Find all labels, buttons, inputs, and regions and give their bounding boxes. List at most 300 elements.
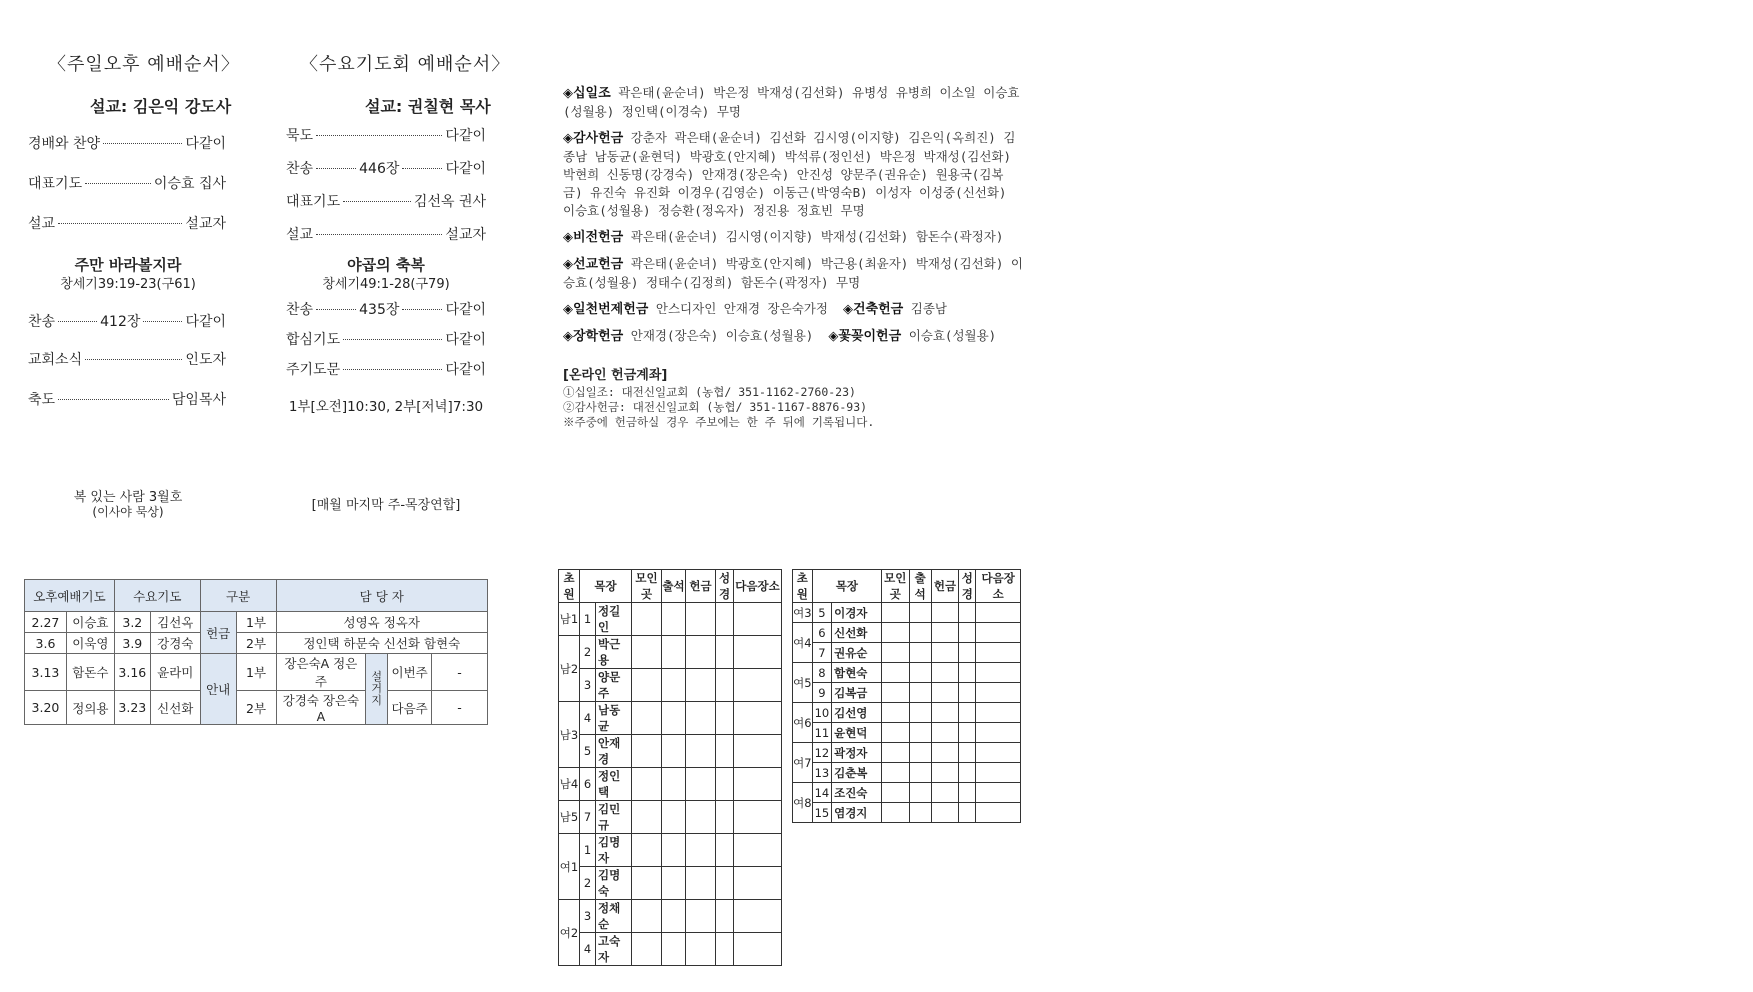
attendance-blank-cell[interactable] <box>686 702 716 735</box>
duty-header: 담 당 자 <box>276 580 487 612</box>
sunday-scripture: 창세기39:19-23(구61) <box>60 277 196 292</box>
order-item-label: 경배와 찬양 <box>28 136 101 152</box>
attendance-blank-cell[interactable] <box>882 703 909 723</box>
dot-leader <box>343 369 442 370</box>
sunday-sermon-title: 주만 바라볼지라 <box>74 256 182 274</box>
order-item-label: 찬송 <box>286 161 314 177</box>
duty-cell: 장은숙A 정은주 <box>276 654 366 691</box>
order-item <box>286 125 486 145</box>
attendance-row <box>793 703 1021 723</box>
order-item-leader: 다같이 <box>445 128 486 144</box>
attendance-blank-cell[interactable] <box>931 723 958 743</box>
attendance-leader: 양문주 <box>596 669 632 702</box>
order-item-hymn: 435장 <box>359 302 400 318</box>
online-account-section <box>563 364 1023 430</box>
attendance-group: 남5 <box>559 801 580 834</box>
attendance-leader: 정인택 <box>596 768 632 801</box>
attendance-row <box>559 702 782 735</box>
order-item-label: 설교 <box>286 227 314 243</box>
duty-cell: 강경숙 장은숙A <box>276 691 366 725</box>
attendance-blank-cell[interactable] <box>662 801 686 834</box>
attendance-blank-cell[interactable] <box>931 783 958 803</box>
attendance-blank-cell[interactable] <box>959 703 976 723</box>
attendance-number: 6 <box>812 623 831 643</box>
attendance-blank-cell[interactable] <box>716 735 734 768</box>
order-item-leader: 다같이 <box>445 161 487 177</box>
attendance-blank-cell[interactable] <box>959 743 976 763</box>
attendance-blank-cell[interactable] <box>882 643 909 663</box>
attendance-table-right <box>792 569 1021 823</box>
offering-label: ◈일천번제헌금 <box>563 302 649 317</box>
attendance-header: 초원 <box>559 570 580 603</box>
wednesday-service-title: 〈수요기도회 예배순서〉 <box>300 54 511 75</box>
attendance-blank-cell[interactable] <box>976 623 1021 643</box>
attendance-blank-cell[interactable] <box>686 669 716 702</box>
attendance-table-left <box>558 569 782 966</box>
duty-category: 안내 <box>200 654 236 725</box>
duty-cell: 정인택 하문숙 신선화 함현숙 <box>276 633 487 654</box>
attendance-blank-cell[interactable] <box>734 702 782 735</box>
attendance-blank-cell[interactable] <box>959 603 976 623</box>
duty-cell: 1부 <box>236 612 276 633</box>
attendance-blank-cell[interactable] <box>662 900 686 933</box>
attendance-blank-cell[interactable] <box>716 933 734 966</box>
attendance-row <box>793 603 1021 623</box>
order-item-leader: 담임목사 <box>171 392 226 408</box>
attendance-blank-cell[interactable] <box>959 683 976 703</box>
attendance-blank-cell[interactable] <box>931 703 958 723</box>
attendance-blank-cell[interactable] <box>976 743 1021 763</box>
order-item-hymn: 446장 <box>359 161 400 177</box>
attendance-blank-cell[interactable] <box>686 801 716 834</box>
offering-entry <box>563 129 1023 220</box>
attendance-row <box>793 683 1021 703</box>
attendance-blank-cell[interactable] <box>909 643 931 663</box>
order-item-label: 설교 <box>28 216 56 232</box>
attendance-header: 다음장소 <box>976 570 1021 603</box>
online-account-title: [온라인 헌금계좌] <box>563 368 668 383</box>
attendance-number: 6 <box>580 768 596 801</box>
attendance-blank-cell[interactable] <box>976 683 1021 703</box>
sunday-footer-sub: (이사야 묵상) <box>92 505 164 519</box>
offering-list <box>563 84 1023 346</box>
attendance-blank-cell[interactable] <box>734 603 782 636</box>
attendance-row <box>559 900 782 933</box>
attendance-blank-cell[interactable] <box>734 801 782 834</box>
attendance-header: 출석 <box>662 570 686 603</box>
attendance-leader: 정길인 <box>596 603 632 636</box>
attendance-blank-cell[interactable] <box>909 663 931 683</box>
order-item-label: 찬송 <box>286 302 314 318</box>
order-item-label: 합심기도 <box>286 332 341 348</box>
attendance-blank-cell[interactable] <box>976 703 1021 723</box>
attendance-number: 11 <box>812 723 831 743</box>
duty-cell: 3.6 <box>25 633 67 654</box>
attendance-blank-cell[interactable] <box>686 933 716 966</box>
order-item-label: 대표기도 <box>28 176 83 192</box>
duty-cell: 2.27 <box>25 612 67 633</box>
attendance-blank-cell[interactable] <box>909 683 931 703</box>
dot-leader <box>85 183 151 184</box>
attendance-number: 9 <box>812 683 831 703</box>
attendance-header: 출석 <box>909 570 931 603</box>
offering-names: 강춘자 곽은태(윤순녀) 김선화 김시영(이지향) 김은익(옥희진) 김종남 남동균(윤현덕) 박광호(안지혜) 박석류(정인선) 박은정 박재성(김선화) 박현희 신동명(강경숙) 안재경(장은숙) 안진성 양문주(권유순) 원용국(김복금) 유진숙 유진화 이경우(김영순) 이동근(박영숙B) 이성자 이성중(신선화) 이승효(성월용) 정승환(정옥자) 정진용 정효빈 무명 <box>563 130 1016 218</box>
attendance-leader: 김명숙 <box>596 867 632 900</box>
attendance-blank-cell[interactable] <box>686 867 716 900</box>
attendance-blank-cell[interactable] <box>716 603 734 636</box>
attendance-blank-cell[interactable] <box>931 683 958 703</box>
dot-leader <box>316 135 442 136</box>
attendance-number: 3 <box>580 669 596 702</box>
attendance-blank-cell[interactable] <box>716 834 734 867</box>
attendance-blank-cell[interactable] <box>662 669 686 702</box>
attendance-blank-cell[interactable] <box>632 933 662 966</box>
attendance-blank-cell[interactable] <box>976 603 1021 623</box>
order-item-leader: 다같이 <box>445 362 486 378</box>
duty-cell: - <box>432 691 488 725</box>
offering-entry <box>563 228 1023 247</box>
order-item <box>286 158 486 178</box>
attendance-blank-cell[interactable] <box>976 803 1021 823</box>
attendance-blank-cell[interactable] <box>931 623 958 643</box>
offering-names: 김종남 <box>910 301 947 316</box>
attendance-blank-cell[interactable] <box>734 636 782 669</box>
offering-names: 곽은태(윤순녀) 박은정 박재성(김선화) 유병성 유병희 이소일 이승효(성월용) 정인택(이경숙) 무명 <box>563 85 1020 119</box>
duty-cell: 2부 <box>236 633 276 654</box>
duty-cell: 강경숙 <box>150 633 200 654</box>
attendance-blank-cell[interactable] <box>662 933 686 966</box>
order-item <box>28 389 226 409</box>
attendance-blank-cell[interactable] <box>734 669 782 702</box>
attendance-blank-cell[interactable] <box>976 643 1021 663</box>
attendance-blank-cell[interactable] <box>931 603 958 623</box>
attendance-group: 여1 <box>559 834 580 900</box>
offering-names: 안스디자인 안재경 장은숙가정 <box>655 301 828 316</box>
dot-leader <box>316 309 356 310</box>
attendance-row <box>793 803 1021 823</box>
attendance-blank-cell[interactable] <box>959 803 976 823</box>
order-item <box>286 224 486 244</box>
duty-cell: 신선화 <box>150 691 200 725</box>
attendance-number: 12 <box>812 743 831 763</box>
offering-entry <box>563 255 1023 292</box>
attendance-blank-cell[interactable] <box>716 702 734 735</box>
attendance-blank-cell[interactable] <box>632 768 662 801</box>
attendance-leader: 김춘복 <box>832 763 882 783</box>
attendance-blank-cell[interactable] <box>686 768 716 801</box>
order-item <box>28 213 226 233</box>
online-account-line: ①십일조: 대전신일교회 (농협/ 351-1162-2760-23) <box>563 385 856 399</box>
attendance-number: 4 <box>580 933 596 966</box>
offering-names: 안재경(장은숙) 이승효(성월용) <box>630 328 814 343</box>
attendance-blank-cell[interactable] <box>931 763 958 783</box>
attendance-blank-cell[interactable] <box>632 834 662 867</box>
duty-cell: 이욱영 <box>66 633 114 654</box>
attendance-header: 헌금 <box>686 570 716 603</box>
offering-label: ◈건축헌금 <box>842 302 904 317</box>
order-item-label: 묵도 <box>286 128 314 144</box>
attendance-blank-cell[interactable] <box>959 763 976 783</box>
attendance-blank-cell[interactable] <box>959 663 976 683</box>
duty-cell: 함돈수 <box>66 654 114 691</box>
duty-header: 수요기도 <box>114 580 200 612</box>
wednesday-footer: [매월 마지막 주-목장연합] <box>311 498 461 513</box>
wednesday-scripture: 창세기49:1-28(구79) <box>322 277 450 292</box>
duty-cell: 3.13 <box>25 654 67 691</box>
duty-cell: 3.23 <box>114 691 150 725</box>
attendance-blank-cell[interactable] <box>716 801 734 834</box>
attendance-group: 남3 <box>559 702 580 768</box>
attendance-blank-cell[interactable] <box>931 743 958 763</box>
order-item-leader: 다같이 <box>445 302 487 318</box>
wednesday-sermon-title: 야곱의 축복 <box>347 256 425 274</box>
attendance-header: 모인곳 <box>882 570 909 603</box>
wednesday-preacher: 설교: 권칠현 목사 <box>365 97 491 116</box>
attendance-blank-cell[interactable] <box>734 768 782 801</box>
attendance-blank-cell[interactable] <box>662 636 686 669</box>
attendance-number: 4 <box>580 702 596 735</box>
attendance-blank-cell[interactable] <box>632 900 662 933</box>
attendance-blank-cell[interactable] <box>882 803 909 823</box>
duty-cell: 1부 <box>236 654 276 691</box>
attendance-group: 여4 <box>793 623 813 663</box>
attendance-header: 모인곳 <box>632 570 662 603</box>
attendance-leader: 정채순 <box>596 900 632 933</box>
attendance-blank-cell[interactable] <box>716 636 734 669</box>
attendance-blank-cell[interactable] <box>632 735 662 768</box>
attendance-number: 7 <box>580 801 596 834</box>
attendance-row <box>793 663 1021 683</box>
order-item <box>286 329 486 349</box>
attendance-blank-cell[interactable] <box>686 735 716 768</box>
duty-cell: 김선옥 <box>150 612 200 633</box>
order-item-leader: 인도자 <box>185 352 226 368</box>
attendance-header: 초원 <box>793 570 813 603</box>
attendance-leader: 신선화 <box>832 623 882 643</box>
order-item-hymn: 412장 <box>100 314 141 330</box>
attendance-header: 성경 <box>959 570 976 603</box>
attendance-leader: 박근용 <box>596 636 632 669</box>
attendance-number: 15 <box>812 803 831 823</box>
attendance-blank-cell[interactable] <box>909 783 931 803</box>
attendance-blank-cell[interactable] <box>716 867 734 900</box>
duty-cell: 3.20 <box>25 691 67 725</box>
attendance-blank-cell[interactable] <box>959 623 976 643</box>
attendance-leader: 윤현덕 <box>832 723 882 743</box>
attendance-number: 13 <box>812 763 831 783</box>
attendance-blank-cell[interactable] <box>882 783 909 803</box>
attendance-blank-cell[interactable] <box>909 723 931 743</box>
order-item-label: 축도 <box>28 392 56 408</box>
attendance-leader: 조진숙 <box>832 783 882 803</box>
order-item <box>286 359 486 379</box>
attendance-leader: 함현숙 <box>832 663 882 683</box>
dot-leader <box>316 168 356 169</box>
offering-entry <box>563 327 1023 346</box>
duty-category: 설거지 <box>366 654 388 725</box>
attendance-number: 3 <box>580 900 596 933</box>
attendance-leader: 고숙자 <box>596 933 632 966</box>
attendance-blank-cell[interactable] <box>734 735 782 768</box>
attendance-leader: 김민규 <box>596 801 632 834</box>
duty-cell: 성영옥 정옥자 <box>276 612 487 633</box>
attendance-blank-cell[interactable] <box>734 900 782 933</box>
attendance-number: 1 <box>580 603 596 636</box>
attendance-blank-cell[interactable] <box>976 783 1021 803</box>
attendance-blank-cell[interactable] <box>632 603 662 636</box>
duty-cell: 3.16 <box>114 654 150 691</box>
offering-label: ◈꽃꽂이헌금 <box>828 329 902 344</box>
offering-label: ◈십일조 <box>563 86 611 101</box>
attendance-blank-cell[interactable] <box>909 803 931 823</box>
attendance-blank-cell[interactable] <box>909 703 931 723</box>
dot-leader <box>143 321 182 322</box>
attendance-blank-cell[interactable] <box>686 636 716 669</box>
duty-table <box>24 579 488 725</box>
offering-names: 곽은태(윤순녀) 김시영(이지향) 박재성(김선화) 함돈수(곽정자) <box>630 229 1004 244</box>
attendance-blank-cell[interactable] <box>734 867 782 900</box>
attendance-blank-cell[interactable] <box>716 768 734 801</box>
order-item <box>28 311 226 331</box>
attendance-header: 성경 <box>716 570 734 603</box>
attendance-blank-cell[interactable] <box>716 669 734 702</box>
attendance-number: 2 <box>580 636 596 669</box>
duty-category: 헌금 <box>200 612 236 654</box>
order-item <box>286 191 486 211</box>
attendance-row <box>793 763 1021 783</box>
attendance-number: 8 <box>812 663 831 683</box>
attendance-row <box>559 867 782 900</box>
attendance-row <box>793 643 1021 663</box>
attendance-blank-cell[interactable] <box>882 723 909 743</box>
attendance-blank-cell[interactable] <box>959 783 976 803</box>
attendance-leader: 이경자 <box>832 603 882 623</box>
order-item-leader: 설교자 <box>445 227 486 243</box>
attendance-header: 헌금 <box>931 570 958 603</box>
attendance-header: 다음장소 <box>734 570 782 603</box>
attendance-blank-cell[interactable] <box>662 768 686 801</box>
attendance-blank-cell[interactable] <box>931 803 958 823</box>
dot-leader <box>58 223 182 224</box>
attendance-blank-cell[interactable] <box>662 735 686 768</box>
attendance-blank-cell[interactable] <box>882 663 909 683</box>
offering-label: ◈감사헌금 <box>563 131 624 146</box>
attendance-blank-cell[interactable] <box>734 933 782 966</box>
attendance-row <box>559 801 782 834</box>
attendance-blank-cell[interactable] <box>882 743 909 763</box>
attendance-blank-cell[interactable] <box>959 723 976 743</box>
attendance-number: 5 <box>812 603 831 623</box>
attendance-group: 여6 <box>793 703 813 743</box>
attendance-blank-cell[interactable] <box>959 643 976 663</box>
online-account-line: ②감사헌금: 대전신일교회 (농협/ 351-1167-8876-93) <box>563 400 868 414</box>
dot-leader <box>103 143 182 144</box>
order-item <box>286 299 486 319</box>
attendance-number: 5 <box>580 735 596 768</box>
duty-cell: 이승효 <box>66 612 114 633</box>
attendance-blank-cell[interactable] <box>662 702 686 735</box>
attendance-number: 14 <box>812 783 831 803</box>
attendance-number: 10 <box>812 703 831 723</box>
attendance-blank-cell[interactable] <box>976 763 1021 783</box>
order-item-label: 찬송 <box>28 314 56 330</box>
attendance-group: 남4 <box>559 768 580 801</box>
dot-leader <box>343 201 411 202</box>
order-item-leader: 다같이 <box>185 314 227 330</box>
attendance-group: 여3 <box>793 603 813 623</box>
dot-leader <box>58 399 169 400</box>
duty-cell: 정의용 <box>66 691 114 725</box>
attendance-blank-cell[interactable] <box>686 603 716 636</box>
attendance-blank-cell[interactable] <box>686 900 716 933</box>
attendance-blank-cell[interactable] <box>882 683 909 703</box>
attendance-blank-cell[interactable] <box>632 801 662 834</box>
attendance-group: 여5 <box>793 663 813 703</box>
attendance-blank-cell[interactable] <box>734 834 782 867</box>
attendance-row <box>793 723 1021 743</box>
attendance-blank-cell[interactable] <box>632 669 662 702</box>
dot-leader <box>85 359 182 360</box>
attendance-blank-cell[interactable] <box>931 663 958 683</box>
attendance-group: 남2 <box>559 636 580 702</box>
attendance-leader: 김선영 <box>832 703 882 723</box>
attendance-blank-cell[interactable] <box>931 643 958 663</box>
attendance-blank-cell[interactable] <box>662 867 686 900</box>
attendance-blank-cell[interactable] <box>909 763 931 783</box>
attendance-header: 목장 <box>580 570 632 603</box>
attendance-blank-cell[interactable] <box>909 623 931 643</box>
attendance-number: 1 <box>580 834 596 867</box>
attendance-blank-cell[interactable] <box>976 723 1021 743</box>
attendance-blank-cell[interactable] <box>976 663 1021 683</box>
offering-label: ◈비전헌금 <box>563 230 624 245</box>
duty-cell: - <box>432 654 488 691</box>
offering-label: ◈선교헌금 <box>563 257 624 272</box>
attendance-blank-cell[interactable] <box>882 623 909 643</box>
attendance-blank-cell[interactable] <box>662 603 686 636</box>
sunday-footer: 복 있는 사람 3월호 <box>73 490 183 505</box>
attendance-row <box>793 623 1021 643</box>
duty-header: 구분 <box>200 580 276 612</box>
attendance-blank-cell[interactable] <box>632 867 662 900</box>
attendance-blank-cell[interactable] <box>716 900 734 933</box>
attendance-blank-cell[interactable] <box>882 763 909 783</box>
attendance-leader: 곽정자 <box>832 743 882 763</box>
attendance-row <box>559 669 782 702</box>
attendance-group: 여8 <box>793 783 813 823</box>
attendance-row <box>559 636 782 669</box>
attendance-blank-cell[interactable] <box>909 743 931 763</box>
attendance-number: 2 <box>580 867 596 900</box>
order-item-leader: 설교자 <box>185 216 226 232</box>
attendance-blank-cell[interactable] <box>662 834 686 867</box>
duty-cell: 이번주 <box>388 654 432 691</box>
attendance-row <box>559 603 782 636</box>
offering-label: ◈장학헌금 <box>563 329 624 344</box>
attendance-blank-cell[interactable] <box>909 603 931 623</box>
order-item-label: 교회소식 <box>28 352 83 368</box>
attendance-blank-cell[interactable] <box>632 636 662 669</box>
duty-header: 오후예배기도 <box>25 580 115 612</box>
attendance-row <box>793 743 1021 763</box>
attendance-blank-cell[interactable] <box>882 603 909 623</box>
attendance-leader: 김복금 <box>832 683 882 703</box>
attendance-blank-cell[interactable] <box>686 834 716 867</box>
dot-leader <box>58 321 97 322</box>
attendance-blank-cell[interactable] <box>632 702 662 735</box>
offering-names: 곽은태(윤순녀) 박광호(안지혜) 박근용(최윤자) 박재성(김선화) 이승효(성월용) 정태수(김정희) 함돈수(곽정자) 무명 <box>563 256 1023 290</box>
duty-cell: 2부 <box>236 691 276 725</box>
